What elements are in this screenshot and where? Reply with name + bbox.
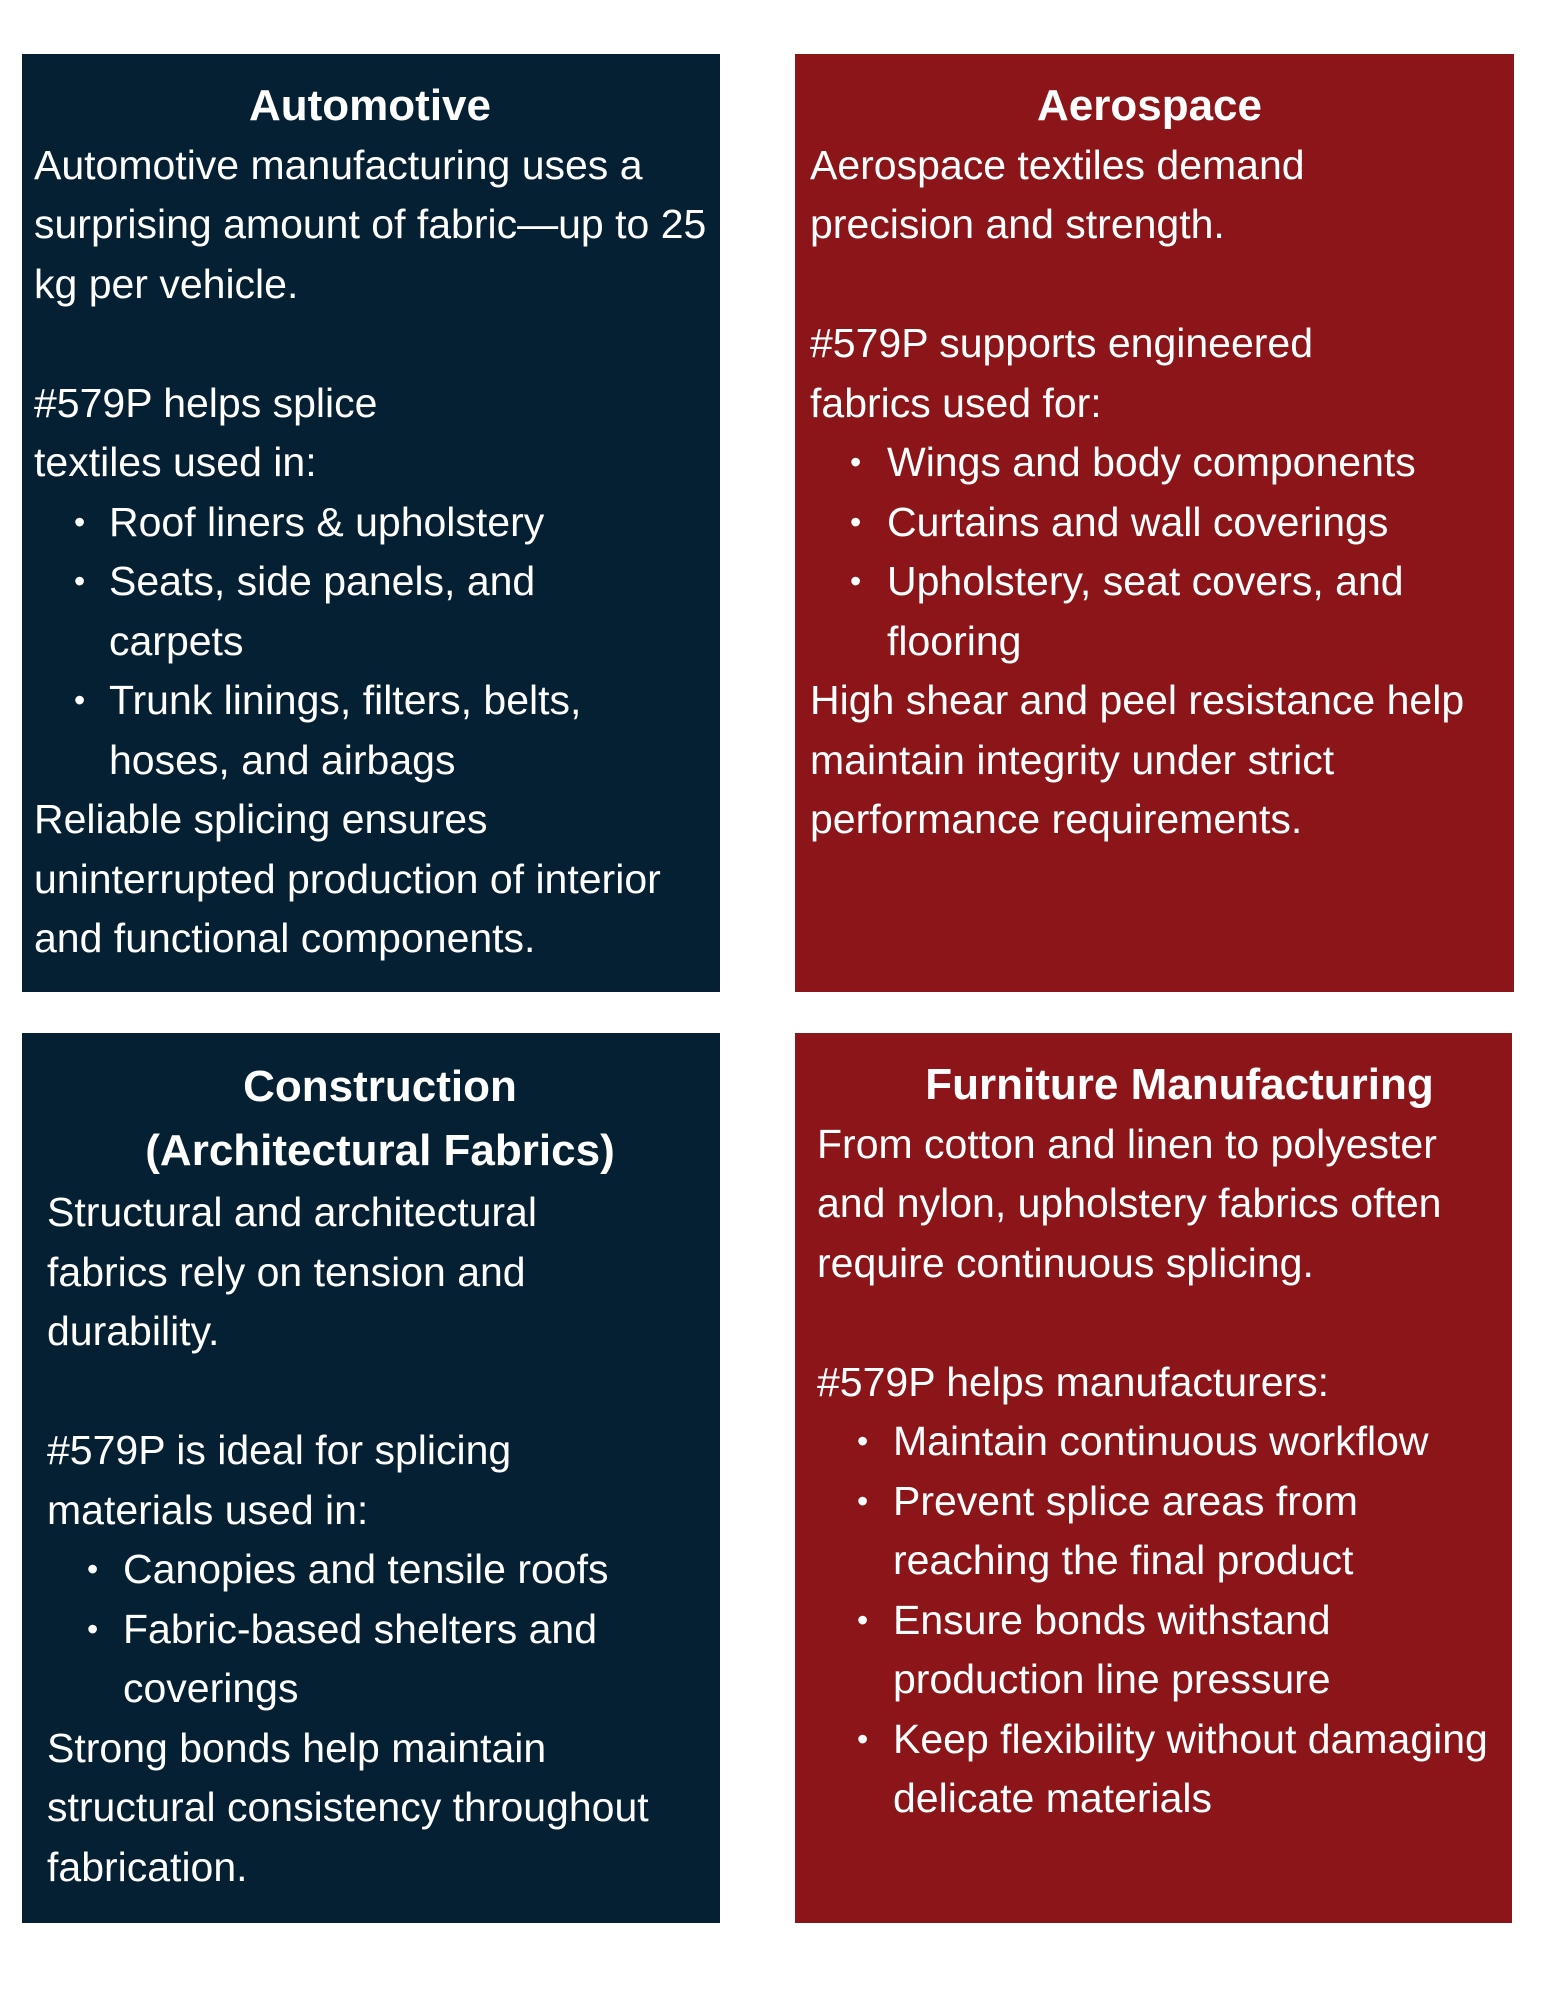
- card-intro: From cotton and linen to polyester and nylon, upholstery fabrics often require continuous splicing.: [817, 1120, 1442, 1286]
- list-item: • Upholstery, seat covers, and flooring: [810, 552, 1504, 671]
- bullet-list: [817, 1412, 1508, 1829]
- list-item: • Wings and body components: [810, 433, 1504, 493]
- card-title-line-2: (Architectural Fabrics): [145, 1126, 615, 1175]
- card-closing: High shear and peel resistance help maintain integrity under strict performance requirements.: [810, 677, 1465, 842]
- list-item: • Canopies and tensile roofs: [47, 1540, 712, 1600]
- card-lead: #579P helps splice textiles used in:: [34, 379, 378, 485]
- list-item: • Prevent splice areas from reaching the final product: [817, 1472, 1508, 1591]
- card-intro: Automotive manufacturing uses a surprising amount of fabric—up to 25 kg per vehicle.: [34, 141, 707, 307]
- list-item: • Ensure bonds withstand production line pressure: [817, 1591, 1508, 1710]
- card-title: Aerospace: [1036, 81, 1262, 130]
- card-closing: Strong bonds help maintain structural consistency throughout fabrication.: [47, 1724, 649, 1890]
- list-item: • Curtains and wall coverings: [810, 493, 1504, 553]
- card-lead: #579P helps manufacturers:: [817, 1358, 1330, 1405]
- list-item: • Fabric-based shelters and coverings: [47, 1600, 712, 1719]
- list-item: • Keep flexibility without damaging delicate materials: [817, 1710, 1508, 1829]
- card-intro: Structural and architectural fabrics rely on tension and durability.: [47, 1189, 537, 1354]
- aerospace-card: [795, 54, 1514, 992]
- list-item: • Roof liners & upholstery: [34, 493, 710, 553]
- card-closing: Reliable splicing ensures uninterrupted production of interior and functional components.: [34, 796, 661, 961]
- card-lead: #579P supports engineered fabrics used for:: [810, 320, 1314, 426]
- card-intro: Aerospace textiles demand precision and strength.: [810, 141, 1305, 247]
- list-item: • Trunk linings, filters, belts, hoses, and airbags: [34, 671, 710, 790]
- card-title: Furniture Manufacturing: [925, 1060, 1434, 1109]
- list-item: • Maintain continuous workflow: [817, 1412, 1508, 1472]
- automotive-card: [22, 54, 720, 992]
- furniture-card: [795, 1033, 1512, 1923]
- card-lead: #579P is ideal for splicing materials used in:: [47, 1427, 512, 1533]
- bullet-list: [34, 493, 710, 791]
- bullet-list: [810, 433, 1504, 671]
- construction-card: [22, 1033, 720, 1923]
- bullet-list: [47, 1540, 712, 1719]
- card-title: Automotive: [249, 81, 491, 130]
- list-item: • Seats, side panels, and carpets: [34, 552, 710, 671]
- card-title-line-1: Construction: [243, 1062, 517, 1111]
